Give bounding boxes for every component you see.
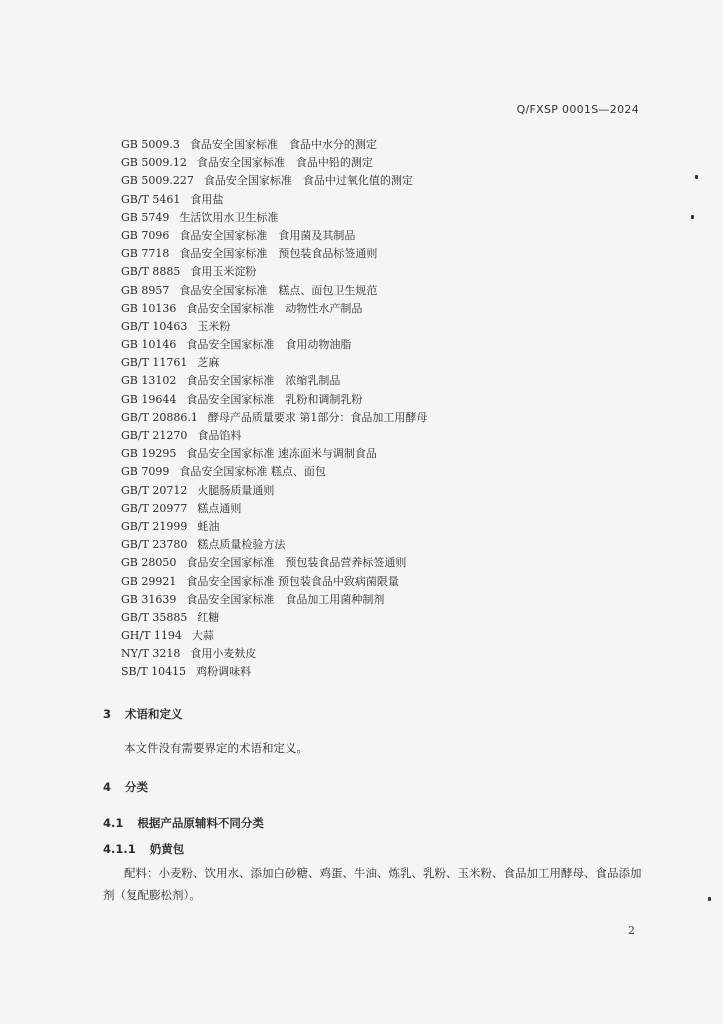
reference-title: 芝麻 bbox=[197, 356, 220, 370]
reference-code: GB/T 5461 bbox=[121, 192, 181, 206]
reference-title: 玉米粉 bbox=[197, 319, 231, 333]
document-code: Q/FXSP 0001S—2024 bbox=[516, 103, 639, 116]
reference-item bbox=[121, 136, 641, 154]
normative-references-list bbox=[121, 136, 641, 682]
reference-title: 食用小麦麸皮 bbox=[190, 647, 257, 661]
section-3-body: 本文件没有需要界定的术语和定义。 bbox=[124, 741, 308, 755]
section-4-1-1-heading bbox=[103, 841, 184, 857]
reference-title: 食品安全国家标准 食用菌及其制品 bbox=[179, 228, 356, 242]
reference-title: 火腿肠质量通则 bbox=[197, 483, 275, 497]
reference-item bbox=[121, 554, 641, 572]
reference-title: 酵母产品质量要求 第1部分：食品加工用酵母 bbox=[207, 410, 428, 424]
reference-code: GB 7718 bbox=[121, 247, 170, 261]
section-title: 奶黄包 bbox=[149, 842, 185, 856]
section-title: 术语和定义 bbox=[125, 707, 183, 721]
reference-code: GB 7096 bbox=[121, 228, 170, 242]
page-number: 2 bbox=[628, 924, 635, 937]
reference-code: GB 5749 bbox=[121, 210, 170, 224]
reference-code: SB/T 10415 bbox=[121, 665, 187, 679]
reference-title: 食品安全国家标准 食品中铅的测定 bbox=[196, 156, 373, 170]
scan-speck bbox=[708, 897, 711, 901]
reference-item bbox=[121, 191, 641, 209]
reference-item bbox=[121, 227, 641, 245]
reference-item bbox=[121, 627, 641, 645]
reference-title: 食品安全国家标准 食品中过氧化值的测定 bbox=[203, 174, 413, 188]
reference-code: GB/T 20712 bbox=[121, 483, 188, 497]
section-number: 4.1 bbox=[103, 816, 124, 830]
reference-item bbox=[121, 645, 641, 663]
reference-title: 食品安全国家标准 速冻面米与调制食品 bbox=[186, 447, 377, 461]
reference-title: 食品安全国家标准 糕点、面包 bbox=[179, 465, 326, 479]
reference-title: 食用盐 bbox=[190, 192, 224, 206]
reference-title: 食品安全国家标准 食品中水分的测定 bbox=[189, 138, 377, 151]
reference-code: GH/T 1194 bbox=[121, 629, 182, 643]
reference-title: 食用玉米淀粉 bbox=[190, 265, 257, 279]
reference-title: 食品安全国家标准 食用动物油脂 bbox=[186, 338, 352, 352]
reference-code: GB 19295 bbox=[121, 447, 177, 461]
reference-title: 食品安全国家标准 预包装食品营养标签通则 bbox=[186, 556, 407, 570]
reference-title: 食品安全国家标准 浓缩乳制品 bbox=[186, 374, 341, 388]
reference-item bbox=[121, 372, 641, 390]
reference-item bbox=[121, 300, 641, 318]
reference-title: 鸡粉调味料 bbox=[196, 665, 252, 679]
reference-item bbox=[121, 518, 641, 536]
reference-item bbox=[121, 154, 641, 172]
reference-title: 生活饮用水卫生标准 bbox=[179, 210, 279, 224]
reference-item bbox=[121, 463, 641, 481]
reference-code: GB/T 11761 bbox=[121, 356, 188, 370]
reference-item bbox=[121, 172, 641, 190]
reference-code: GB 7099 bbox=[121, 465, 170, 479]
reference-code: GB/T 20886.1 bbox=[121, 410, 198, 424]
reference-code: GB 10146 bbox=[121, 338, 177, 352]
section-number: 3 bbox=[103, 707, 112, 721]
reference-title: 食品安全国家标准 糕点、面包卫生规范 bbox=[179, 283, 378, 297]
reference-title: 糕点质量检验方法 bbox=[197, 538, 286, 552]
reference-code: GB/T 35885 bbox=[121, 610, 188, 624]
reference-code: GB 28050 bbox=[121, 556, 177, 570]
section-title: 分类 bbox=[125, 780, 149, 794]
reference-item bbox=[121, 282, 641, 300]
reference-code: GB 13102 bbox=[121, 374, 177, 388]
reference-item bbox=[121, 482, 641, 500]
reference-code: GB 29921 bbox=[121, 574, 177, 588]
reference-title: 食品安全国家标准 乳粉和调制乳粉 bbox=[186, 392, 363, 406]
scan-speck bbox=[691, 215, 694, 219]
reference-title: 食品安全国家标准 动物性水产制品 bbox=[186, 301, 363, 315]
reference-code: GB/T 10463 bbox=[121, 319, 188, 333]
reference-item bbox=[121, 318, 641, 336]
reference-item bbox=[121, 536, 641, 554]
reference-item bbox=[121, 591, 641, 609]
reference-title: 食品馅料 bbox=[197, 429, 242, 442]
reference-title: 食品安全国家标准 食品加工用菌种制剂 bbox=[186, 592, 385, 606]
reference-item bbox=[121, 409, 641, 427]
reference-code: GB 10136 bbox=[121, 301, 177, 315]
reference-code: GB/T 23780 bbox=[121, 538, 188, 552]
reference-item bbox=[121, 354, 641, 372]
reference-code: GB 31639 bbox=[121, 592, 177, 606]
reference-code: GB 5009.227 bbox=[121, 174, 194, 188]
reference-title: 糕点通则 bbox=[197, 501, 242, 515]
section-3-heading bbox=[103, 706, 183, 722]
reference-item bbox=[121, 500, 641, 518]
reference-item bbox=[121, 245, 641, 263]
reference-title: 蚝油 bbox=[197, 519, 220, 533]
section-number: 4.1.1 bbox=[103, 842, 136, 856]
scan-speck bbox=[695, 175, 698, 179]
reference-code: GB 8957 bbox=[121, 283, 170, 297]
reference-code: GB 19644 bbox=[121, 392, 177, 406]
section-title: 根据产品原辅料不同分类 bbox=[137, 816, 264, 830]
ingredients-paragraph: 配料：小麦粉、饮用水、添加白砂糖、鸡蛋、牛油、炼乳、乳粉、玉米粉、食品加工用酵母、食品添加剂（复配膨松剂）。 bbox=[103, 866, 642, 902]
reference-code: GB 5009.3 bbox=[121, 138, 180, 151]
reference-item bbox=[121, 445, 641, 463]
reference-title: 食品安全国家标准 预包装食品标签通则 bbox=[179, 247, 378, 261]
reference-code: NY/T 3218 bbox=[121, 647, 181, 661]
reference-item bbox=[121, 391, 641, 409]
reference-item bbox=[121, 209, 641, 227]
reference-code: GB/T 20977 bbox=[121, 501, 188, 515]
reference-title: 红糖 bbox=[197, 610, 220, 624]
reference-code: GB 5009.12 bbox=[121, 156, 187, 170]
reference-title: 食品安全国家标准 预包装食品中致病菌限量 bbox=[186, 574, 399, 588]
reference-code: GB/T 21999 bbox=[121, 519, 188, 533]
reference-item bbox=[121, 573, 641, 591]
section-number: 4 bbox=[103, 780, 112, 794]
section-4-1-heading bbox=[103, 815, 264, 831]
reference-item bbox=[121, 663, 641, 681]
reference-item bbox=[121, 427, 641, 445]
reference-item bbox=[121, 609, 641, 627]
reference-code: GB/T 8885 bbox=[121, 265, 181, 279]
reference-item bbox=[121, 336, 641, 354]
reference-item bbox=[121, 263, 641, 281]
reference-code: GB/T 21270 bbox=[121, 429, 188, 442]
section-4-heading bbox=[103, 779, 148, 795]
reference-title: 大蒜 bbox=[191, 629, 214, 643]
